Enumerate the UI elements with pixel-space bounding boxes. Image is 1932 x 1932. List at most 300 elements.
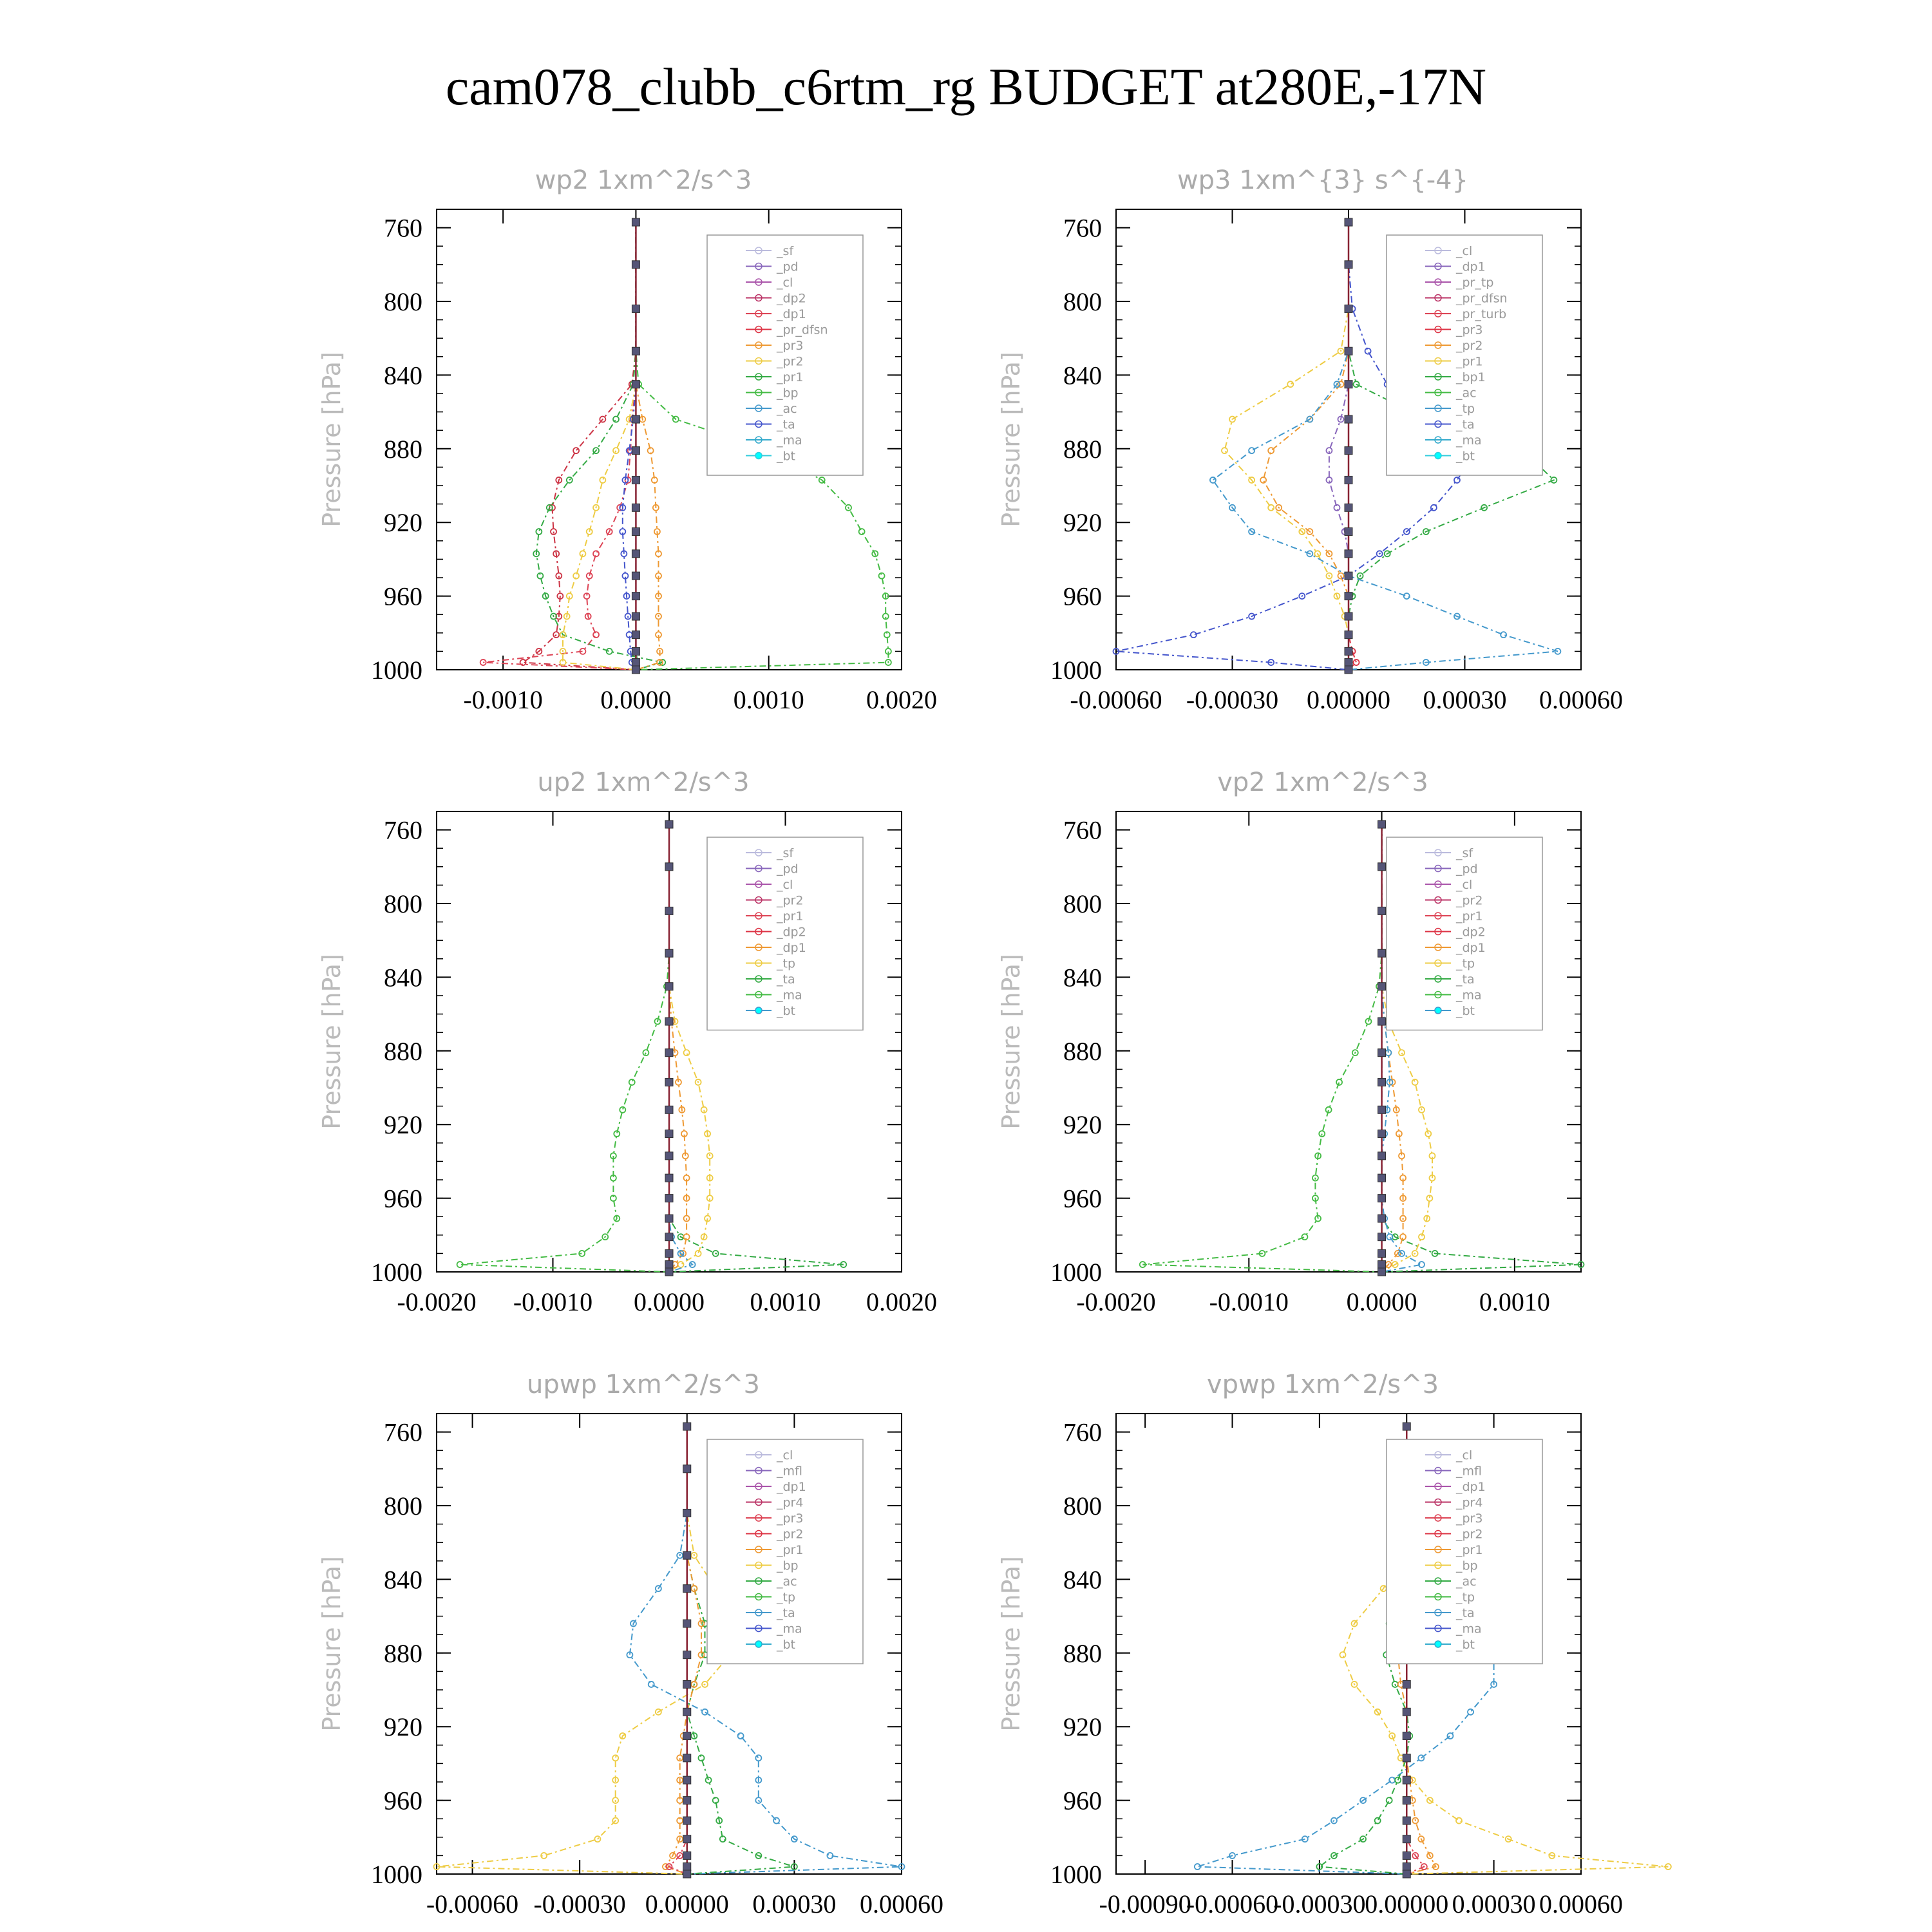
legend-label: _cl — [777, 878, 793, 892]
x-tick-label: -0.00060 — [1186, 1889, 1279, 1918]
stacked-marker — [1378, 1130, 1386, 1138]
legend-label: _ma — [1456, 1622, 1482, 1636]
stacked-marker — [665, 1078, 673, 1086]
x-tick-label: -0.0010 — [513, 1287, 593, 1316]
data-point — [755, 1755, 761, 1761]
legend-label: _cl — [1456, 1448, 1473, 1463]
series-line-ta — [623, 222, 636, 670]
stacked-marker — [632, 592, 639, 600]
stacked-marker — [1345, 381, 1352, 388]
legend-label: _pr1 — [777, 909, 804, 923]
data-point — [1302, 1234, 1307, 1240]
x-tick-label: 0.0010 — [733, 685, 804, 714]
y-tick-label: 920 — [384, 508, 422, 538]
data-point — [1287, 381, 1293, 387]
y-tick-label: 800 — [384, 889, 422, 918]
legend-marker — [1435, 453, 1441, 459]
y-tick-label: 880 — [1063, 434, 1102, 464]
y-tick-label: 1000 — [371, 1860, 422, 1889]
y-tick-label: 800 — [384, 1492, 422, 1520]
data-point — [1260, 477, 1266, 483]
page-title: cam078_clubb_c6rtm_rg BUDGET at280E,-17N — [445, 57, 1487, 116]
stacked-marker — [1403, 1870, 1410, 1878]
stacked-marker — [683, 1732, 691, 1740]
x-tick-label: 0.00000 — [1365, 1889, 1449, 1918]
stacked-marker — [1378, 1049, 1386, 1057]
stacked-marker — [665, 1261, 673, 1269]
stacked-marker — [665, 1106, 673, 1113]
stacked-marker — [1345, 305, 1352, 312]
data-point — [1249, 448, 1255, 453]
legend-label: _bt — [1456, 1638, 1475, 1652]
stacked-marker — [665, 1130, 673, 1138]
stacked-marker — [1345, 476, 1352, 484]
y-tick-label: 1000 — [1050, 656, 1102, 685]
x-tick-label: -0.00030 — [533, 1889, 626, 1918]
legend-label: _tp — [1456, 956, 1475, 971]
legend-label: _cl — [1456, 878, 1473, 892]
legend-marker — [755, 1641, 762, 1647]
data-point — [684, 1050, 690, 1056]
y-tick-label: 840 — [1063, 361, 1102, 390]
legend-label: _sf — [777, 846, 794, 860]
stacked-marker — [632, 381, 639, 388]
legend-label: _dp1 — [777, 1480, 806, 1494]
data-point — [1387, 1797, 1392, 1803]
stacked-marker — [683, 1852, 691, 1859]
data-point — [1210, 477, 1216, 483]
y-tick-label: 880 — [1063, 1638, 1102, 1668]
stacked-marker — [665, 1233, 673, 1241]
panel-title: up2 1xm^2/s^3 — [537, 768, 750, 797]
data-point — [1456, 1818, 1462, 1824]
stacked-marker — [683, 1863, 691, 1871]
x-tick-label: -0.00030 — [1186, 685, 1279, 714]
panel-title: vp2 1xm^2/s^3 — [1217, 768, 1428, 797]
stacked-marker — [665, 1268, 673, 1276]
series-line-dp1 — [460, 824, 669, 1272]
y-tick-label: 1000 — [371, 1258, 422, 1287]
legend-label: _pr3 — [777, 1511, 804, 1526]
legend-label: _pr1 — [1456, 354, 1483, 369]
y-tick-label: 1000 — [371, 656, 422, 685]
stacked-marker — [632, 305, 639, 312]
stacked-marker — [683, 1509, 691, 1517]
y-tick-label: 840 — [1063, 963, 1102, 992]
y-tick-label: 880 — [384, 1036, 422, 1066]
stacked-marker — [632, 218, 639, 226]
stacked-marker — [1403, 1423, 1410, 1430]
y-tick-label: 960 — [1063, 582, 1102, 611]
legend-label: _sf — [1456, 846, 1473, 860]
legend-label: _tp — [1456, 402, 1475, 416]
data-point — [1268, 505, 1274, 511]
stacked-marker — [683, 1817, 691, 1824]
stacked-marker — [1345, 261, 1352, 269]
legend-label: _ac — [777, 1575, 797, 1589]
legend-label: _dp1 — [1456, 1480, 1486, 1494]
x-tick-label: 0.00030 — [1423, 685, 1507, 714]
panel-3 — [317, 768, 937, 1316]
data-point — [702, 1709, 708, 1715]
stacked-marker — [683, 1620, 691, 1627]
stacked-marker — [1378, 1152, 1386, 1160]
x-tick-label: -0.0020 — [397, 1287, 477, 1316]
series-line-pr1 — [1225, 222, 1349, 670]
stacked-marker — [632, 612, 639, 620]
series-line-dp1 — [1142, 824, 1381, 1272]
legend-label: _mfl — [1456, 1464, 1482, 1479]
x-tick-label: -0.00090 — [1099, 1889, 1191, 1918]
stacked-marker — [665, 983, 673, 990]
series-line-pr3 — [1349, 222, 1356, 670]
stacked-marker — [1345, 550, 1352, 558]
data-point — [643, 1050, 649, 1056]
stacked-marker — [1345, 447, 1352, 455]
series-line-pr2 — [1264, 222, 1349, 670]
legend-label: _dp2 — [777, 291, 806, 306]
legend-label: _bp — [777, 386, 799, 401]
legend-label: _pd — [777, 260, 799, 274]
panel-2 — [997, 166, 1623, 714]
stacked-marker — [1345, 504, 1352, 511]
stacked-marker — [1378, 1106, 1386, 1113]
x-tick-label: 0.00060 — [1539, 1889, 1623, 1918]
stacked-marker — [683, 1776, 691, 1784]
x-tick-label: -0.0020 — [1076, 1287, 1156, 1316]
data-point — [1340, 1652, 1345, 1658]
legend-label: _pr2 — [777, 1527, 804, 1542]
data-point — [613, 448, 619, 453]
data-point — [613, 417, 619, 422]
stacked-marker — [1345, 612, 1352, 620]
stacked-marker — [683, 1835, 691, 1843]
legend-label: _bt — [1456, 449, 1475, 464]
legend-label: _pr2 — [1456, 339, 1483, 353]
series-line-pr4 — [669, 1426, 687, 1874]
x-tick-label: -0.0010 — [1209, 1287, 1289, 1316]
legend-label: _ma — [777, 988, 802, 1003]
stacked-marker — [1345, 647, 1352, 655]
data-point — [607, 649, 612, 654]
legend-label: _ma — [1456, 988, 1482, 1003]
panel-title: vpwp 1xm^2/s^3 — [1206, 1370, 1439, 1399]
legend-label: _pr3 — [1456, 323, 1483, 337]
legend-label: _ta — [1456, 417, 1475, 432]
stacked-marker — [665, 1049, 673, 1057]
panel-title: wp2 1xm^2/s^3 — [535, 166, 752, 195]
stacked-marker — [1378, 863, 1386, 871]
legend-label: _ta — [1456, 972, 1475, 987]
stacked-marker — [683, 1465, 691, 1473]
stacked-marker — [632, 647, 639, 655]
legend-label: _bt — [777, 1004, 796, 1018]
legend-label: _ma — [777, 1622, 802, 1636]
legend-label: _pr_turb — [1456, 307, 1507, 321]
y-tick-label: 800 — [1063, 1492, 1102, 1520]
legend-label: _ta — [777, 417, 795, 432]
stacked-marker — [1345, 528, 1352, 536]
stacked-marker — [632, 659, 639, 667]
y-tick-label: 760 — [1063, 1417, 1102, 1447]
y-tick-label: 840 — [384, 1565, 422, 1595]
stacked-marker — [683, 1708, 691, 1716]
stacked-marker — [1378, 1018, 1386, 1025]
y-tick-label: 960 — [1063, 1786, 1102, 1815]
legend-label: _pr2 — [1456, 893, 1483, 908]
legend-label: _pr1 — [777, 370, 804, 384]
legend-label: _bt — [1456, 1004, 1475, 1018]
stacked-marker — [683, 1870, 691, 1878]
y-tick-label: 920 — [1063, 1712, 1102, 1742]
y-tick-label: 1000 — [1050, 1860, 1102, 1889]
series-line-dp1 — [483, 222, 636, 670]
y-tick-label: 760 — [384, 815, 422, 845]
y-tick-label: 760 — [1063, 815, 1102, 845]
data-point — [649, 1681, 654, 1687]
data-point — [1431, 505, 1437, 511]
y-tick-label: 880 — [384, 434, 422, 464]
stacked-marker — [1345, 415, 1352, 423]
stacked-marker — [1378, 1078, 1386, 1086]
stacked-marker — [1403, 1708, 1410, 1716]
x-tick-label: -0.0010 — [463, 685, 543, 714]
x-tick-label: 0.0000 — [1346, 1287, 1417, 1316]
legend-label: _pr2 — [777, 354, 804, 369]
stacked-marker — [1378, 1215, 1386, 1222]
stacked-marker — [1345, 592, 1352, 600]
series-line-dp1 — [1329, 222, 1349, 670]
data-point — [1468, 1709, 1473, 1715]
y-tick-label: 920 — [384, 1110, 422, 1140]
legend-label: _ac — [1456, 386, 1477, 401]
stacked-marker — [665, 1152, 673, 1160]
stacked-marker — [665, 1215, 673, 1222]
y-axis-label: Pressure [hPa] — [997, 352, 1025, 527]
stacked-marker — [1345, 218, 1352, 226]
data-point — [1365, 348, 1371, 354]
stacked-marker — [1378, 949, 1386, 957]
stacked-marker — [1403, 1852, 1410, 1859]
stacked-marker — [1378, 1249, 1386, 1257]
data-point — [1454, 477, 1460, 483]
x-tick-label: -0.00060 — [1070, 685, 1162, 714]
stacked-marker — [1378, 1268, 1386, 1276]
stacked-marker — [683, 1551, 691, 1559]
legend-label: _mfl — [777, 1464, 802, 1479]
legend-label: _bp1 — [1456, 370, 1486, 384]
stacked-marker — [683, 1585, 691, 1593]
y-tick-label: 760 — [1063, 213, 1102, 243]
stacked-marker — [1378, 983, 1386, 990]
legend-label: _pd — [777, 862, 799, 876]
legend-label: _pr1 — [1456, 909, 1483, 923]
legend-marker — [1435, 1007, 1441, 1014]
y-tick-label: 800 — [1063, 889, 1102, 918]
y-tick-label: 760 — [384, 1417, 422, 1447]
legend-label: _bt — [777, 1638, 796, 1652]
stacked-marker — [1403, 1863, 1410, 1871]
y-tick-label: 880 — [384, 1638, 422, 1668]
legend-marker — [1435, 1641, 1441, 1647]
legend-label: _cl — [1456, 244, 1473, 258]
data-point — [1336, 1079, 1342, 1085]
y-axis-label: Pressure [hPa] — [317, 954, 346, 1130]
x-tick-label: 0.00000 — [645, 1889, 729, 1918]
stacked-marker — [1378, 1174, 1386, 1182]
legend-label: _tp — [777, 1590, 796, 1605]
legend-label: _pr2 — [1456, 1527, 1483, 1542]
data-point — [1404, 593, 1410, 599]
stacked-marker — [632, 347, 639, 355]
panel-5 — [317, 1370, 943, 1918]
stacked-marker — [1403, 1680, 1410, 1688]
legend-label: _dp2 — [777, 925, 806, 940]
stacked-marker — [683, 1680, 691, 1688]
stacked-marker — [1403, 1776, 1410, 1784]
legend-label: _dp1 — [777, 307, 806, 321]
stacked-marker — [1378, 1261, 1386, 1269]
x-tick-label: 0.0010 — [750, 1287, 821, 1316]
stacked-marker — [1403, 1797, 1410, 1804]
legend-label: _pr2 — [777, 893, 804, 908]
legend-label: _pr3 — [1456, 1511, 1483, 1526]
legend-label: _pr_dfsn — [1456, 291, 1508, 306]
y-tick-label: 880 — [1063, 1036, 1102, 1066]
stacked-marker — [632, 476, 639, 484]
data-point — [593, 632, 599, 638]
legend-label: _dp2 — [1456, 925, 1486, 940]
stacked-marker — [1345, 347, 1352, 355]
stacked-marker — [1345, 631, 1352, 639]
legend-label: _dp1 — [1456, 941, 1486, 955]
stacked-marker — [1403, 1817, 1410, 1824]
data-point — [738, 1733, 744, 1739]
panel-6 — [997, 1370, 1671, 1918]
stacked-marker — [632, 572, 639, 580]
x-tick-label: 0.0020 — [866, 1287, 937, 1316]
y-axis-label: Pressure [hPa] — [317, 352, 346, 527]
x-tick-label: -0.00030 — [1273, 1889, 1366, 1918]
legend-label: _ta — [1456, 1606, 1475, 1620]
y-tick-label: 920 — [384, 1712, 422, 1742]
x-tick-label: 0.00060 — [1539, 685, 1623, 714]
legend-label: _ta — [777, 972, 795, 987]
y-tick-label: 920 — [1063, 508, 1102, 538]
panel-title: wp3 1xm^{3} s^{-4} — [1177, 166, 1469, 195]
y-axis-label: Pressure [hPa] — [997, 954, 1025, 1130]
legend-label: _pr1 — [777, 1543, 804, 1557]
series-line-pr1 — [669, 824, 710, 1272]
y-tick-label: 840 — [1063, 1565, 1102, 1595]
series-line-pr1 — [536, 222, 663, 670]
stacked-marker — [1403, 1732, 1410, 1740]
y-tick-label: 960 — [1063, 1184, 1102, 1213]
y-tick-label: 960 — [384, 582, 422, 611]
stacked-marker — [683, 1754, 691, 1762]
x-tick-label: 0.0020 — [866, 685, 937, 714]
legend-label: _pr4 — [777, 1495, 804, 1510]
stacked-marker — [665, 820, 673, 828]
legend-label: _bp — [777, 1558, 799, 1573]
series-line-dp2 — [523, 222, 636, 670]
legend-marker — [755, 1007, 762, 1014]
stacked-marker — [665, 1195, 673, 1202]
stacked-marker — [683, 1651, 691, 1659]
legend-label: _ac — [1456, 1575, 1477, 1589]
stacked-marker — [683, 1423, 691, 1430]
legend-label: _ma — [777, 433, 802, 448]
data-point — [536, 529, 542, 535]
data-point — [629, 1079, 635, 1085]
legend-label: _tp — [777, 956, 796, 971]
legend-label: _ta — [777, 1606, 795, 1620]
stacked-marker — [632, 550, 639, 558]
legend-label: _pd — [1456, 862, 1478, 876]
data-point — [551, 529, 556, 535]
stacked-marker — [1403, 1754, 1410, 1762]
stacked-marker — [683, 1797, 691, 1804]
stacked-marker — [1345, 659, 1352, 667]
y-tick-label: 960 — [384, 1786, 422, 1815]
data-point — [1447, 1733, 1453, 1739]
legend-label: _pr1 — [1456, 1543, 1483, 1557]
legend-label: _pr3 — [777, 339, 804, 353]
series-line-tp — [669, 824, 692, 1272]
data-point — [696, 1251, 701, 1256]
legend-label: _dp1 — [1456, 260, 1486, 274]
legend-label: _ac — [777, 402, 797, 416]
legend-label: _ma — [1456, 433, 1482, 448]
data-point — [1222, 448, 1227, 453]
y-tick-label: 1000 — [1050, 1258, 1102, 1287]
legend-label: _pr4 — [1456, 1495, 1483, 1510]
stacked-marker — [665, 1018, 673, 1025]
stacked-marker — [632, 504, 639, 511]
stacked-marker — [632, 631, 639, 639]
data-point — [1412, 1079, 1418, 1085]
legend-label: _cl — [777, 276, 793, 290]
legend-label: _dp1 — [777, 941, 806, 955]
panel-title: upwp 1xm^2/s^3 — [527, 1370, 760, 1399]
x-tick-label: 0.00060 — [860, 1889, 943, 1918]
stacked-marker — [1378, 1195, 1386, 1202]
stacked-marker — [632, 261, 639, 269]
y-tick-label: 760 — [384, 213, 422, 243]
legend-label: _sf — [777, 244, 794, 258]
stacked-marker — [665, 1174, 673, 1182]
y-tick-label: 840 — [384, 361, 422, 390]
y-tick-label: 840 — [384, 963, 422, 992]
series-line-pr2 — [669, 824, 687, 1272]
stacked-marker — [665, 907, 673, 914]
stacked-marker — [632, 528, 639, 536]
stacked-marker — [665, 863, 673, 871]
x-tick-label: 0.0010 — [1479, 1287, 1550, 1316]
stacked-marker — [1378, 820, 1386, 828]
legend-label: _tp — [1456, 1590, 1475, 1605]
y-tick-label: 800 — [1063, 287, 1102, 316]
data-point — [773, 1818, 779, 1824]
y-axis-label: Pressure [hPa] — [997, 1556, 1025, 1732]
stacked-marker — [1345, 666, 1352, 674]
series-line-pr2 — [665, 1426, 701, 1874]
y-tick-label: 920 — [1063, 1110, 1102, 1140]
x-tick-label: 0.00030 — [752, 1889, 837, 1918]
stacked-marker — [1378, 907, 1386, 914]
stacked-marker — [665, 1249, 673, 1257]
y-axis-label: Pressure [hPa] — [317, 1556, 346, 1732]
